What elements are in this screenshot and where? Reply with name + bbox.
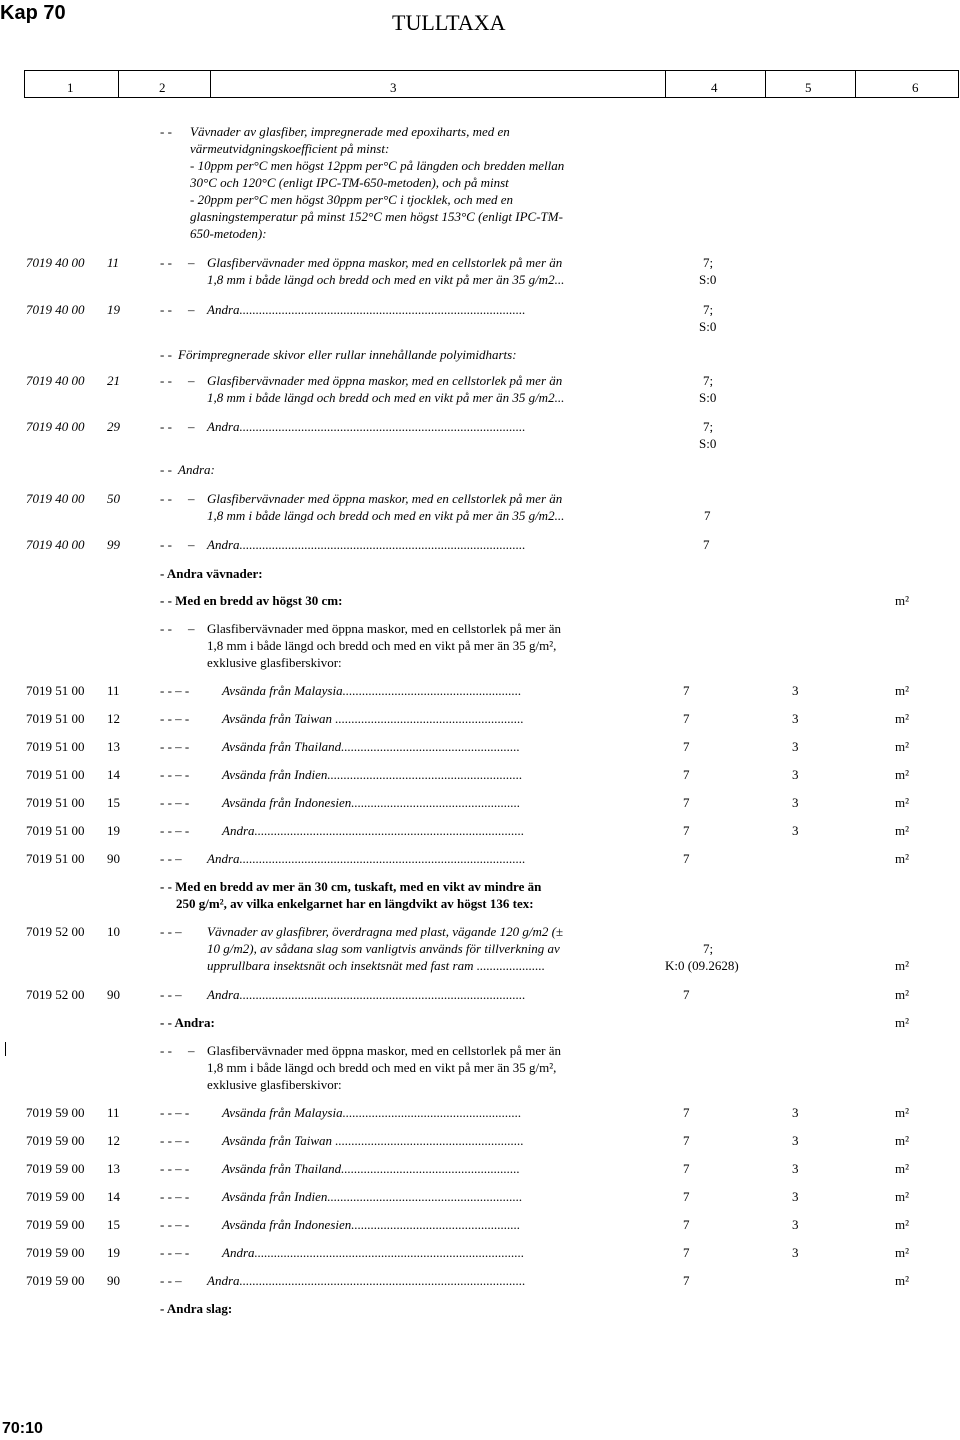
section-heading: - - Med en bredd av mer än 30 cm, tuskaft, med en vikt av mindre än: [160, 879, 542, 894]
tariff-subcode: 90: [107, 1273, 120, 1288]
section-heading: - Andra vävnader:: [160, 566, 263, 581]
unit: m²: [895, 795, 910, 810]
intro-line: - 10ppm per°C men högst 12ppm per°C på längden och bredden mellan: [190, 158, 565, 173]
tariff-subcode: 19: [107, 302, 120, 317]
description-line: Avsända från Indien............................................................: [222, 767, 523, 782]
duty-rate: 7: [683, 1161, 690, 1176]
tariff-subcode: 13: [107, 739, 120, 754]
duty-rate: 7: [703, 537, 710, 552]
unit: m²: [895, 593, 910, 608]
description-line: Avsända från Thailand.......................................................: [222, 1161, 520, 1176]
description-line: Andra...................................................................................: [222, 1245, 525, 1260]
level-dashes: - - – -: [160, 711, 190, 726]
section-heading: - - Andra:: [160, 1015, 215, 1030]
duty-rate-note: 7: [704, 508, 711, 523]
tariff-subcode: 14: [107, 767, 120, 782]
level-dash-long: –: [188, 491, 195, 506]
tariff-subcode: 13: [107, 1161, 120, 1176]
intro-line: Vävnader av glasfiber, impregnerade med epoxiharts, med en: [190, 124, 510, 139]
description-line: Glasfibervävnader med öppna maskor, med en cellstorlek på mer än: [207, 373, 563, 388]
description-line: 1,8 mm i både längd och bredd och med en vikt på mer än 35 g/m2...: [207, 390, 565, 405]
page-title: TULLTAXA: [392, 10, 506, 35]
tariff-subcode: 12: [107, 711, 120, 726]
description-line: Andra:: [178, 462, 215, 477]
column-divider: [665, 71, 666, 97]
duty-rate: 7: [683, 795, 690, 810]
column-divider: [118, 71, 119, 97]
level-dashes: - -: [160, 462, 172, 477]
tariff-code: 7019 40 00: [26, 491, 85, 506]
column-divider: [210, 71, 211, 97]
additional-rate: 3: [792, 1189, 799, 1204]
level-dashes: - -: [160, 373, 172, 388]
level-dashes: - -: [160, 255, 172, 270]
level-dashes: - -: [160, 347, 172, 362]
level-dashes: - - –: [160, 851, 182, 866]
additional-rate: 3: [792, 823, 799, 838]
description-line: Förimpregnerade skivor eller rullar innehållande polyimidharts:: [178, 347, 517, 362]
duty-rate: 7: [683, 711, 690, 726]
duty-rate-note: S:0: [699, 319, 717, 334]
description-line: Glasfibervävnader med öppna maskor, med en cellstorlek på mer än: [207, 255, 563, 270]
level-dash-long: –: [188, 302, 195, 317]
additional-rate: 3: [792, 711, 799, 726]
additional-rate: 3: [792, 1105, 799, 1120]
duty-rate-note: S:0: [699, 272, 717, 287]
description-line: Andra........................................................................................: [207, 1273, 526, 1288]
column-header-2: 2: [159, 80, 166, 95]
description-line: Andra...................................................................................: [222, 823, 525, 838]
tariff-code: 7019 51 00: [26, 711, 85, 726]
duty-rate: 7;: [703, 302, 714, 317]
column-header-5: 5: [805, 80, 812, 95]
tariff-code: 7019 40 00: [26, 255, 85, 270]
tariff-code: 7019 59 00: [26, 1189, 85, 1204]
duty-rate: 7: [683, 739, 690, 754]
tariff-code: 7019 40 00: [26, 302, 85, 317]
description-line: exklusive glasfiberskivor:: [207, 1077, 342, 1092]
tariff-subcode: 29: [107, 419, 120, 434]
description-line: 1,8 mm i både längd och bredd och med en vikt på mer än 35 g/m2...: [207, 272, 565, 287]
description-line: Avsända från Thailand.......................................................: [222, 739, 520, 754]
duty-rate: 7;: [703, 419, 714, 434]
level-dashes: - -: [160, 621, 172, 636]
level-dashes: - - – -: [160, 1217, 190, 1232]
duty-rate: 7: [683, 1189, 690, 1204]
tariff-subcode: 50: [107, 491, 120, 506]
unit: m²: [895, 711, 910, 726]
tariff-subcode: 11: [107, 1105, 120, 1120]
description-line: 1,8 mm i både längd och bredd och med en vikt på mer än 35 g/m²,: [207, 1060, 557, 1075]
additional-rate: 3: [792, 683, 799, 698]
unit: m²: [895, 1161, 910, 1176]
intro-line: 650-metoden):: [190, 226, 267, 241]
additional-rate: 3: [792, 1133, 799, 1148]
description-line: Andra........................................................................................: [207, 537, 526, 552]
tariff-code: 7019 40 00: [26, 419, 85, 434]
description-line: 1,8 mm i både längd och bredd och med en vikt på mer än 35 g/m2...: [207, 508, 565, 523]
unit: m²: [895, 683, 910, 698]
description-line: Avsända från Indien............................................................: [222, 1189, 523, 1204]
description-line: Andra........................................................................................: [207, 987, 526, 1002]
description-line: Glasfibervävnader med öppna maskor, med en cellstorlek på mer än: [207, 491, 563, 506]
intro-line: värmeutvidgningskoefficient på minst:: [190, 141, 390, 156]
duty-rate: 7: [683, 683, 690, 698]
tariff-subcode: 19: [107, 1245, 120, 1260]
description-line: Avsända från Taiwan ..........................................................: [222, 711, 524, 726]
level-dashes: - - – -: [160, 1105, 190, 1120]
additional-rate: 3: [792, 795, 799, 810]
duty-rate: 7: [683, 851, 690, 866]
section-heading: 250 g/m², av vilka enkelgarnet har en längdvikt av högst 136 tex:: [176, 896, 534, 911]
tariff-subcode: 99: [107, 537, 120, 552]
unit: m²: [895, 767, 910, 782]
additional-rate: 3: [792, 767, 799, 782]
level-dashes: - - – -: [160, 767, 190, 782]
unit: m²: [895, 958, 910, 973]
tariff-code: 7019 59 00: [26, 1273, 85, 1288]
tariff-code: 7019 51 00: [26, 739, 85, 754]
level-dashes: - - –: [160, 987, 182, 1002]
additional-rate: 3: [792, 739, 799, 754]
level-dashes: - - – -: [160, 1161, 190, 1176]
level-dash-long: –: [188, 373, 195, 388]
level-dashes: - -: [160, 1043, 172, 1058]
unit: m²: [895, 1189, 910, 1204]
level-dash-long: –: [188, 1043, 195, 1058]
additional-rate: 3: [792, 1245, 799, 1260]
unit: m²: [895, 1217, 910, 1232]
duty-rate: 7: [683, 1133, 690, 1148]
tariff-code: 7019 51 00: [26, 795, 85, 810]
duty-rate: 7: [683, 1273, 690, 1288]
duty-rate: 7: [683, 1105, 690, 1120]
tariff-subcode: 15: [107, 1217, 120, 1232]
tariff-subcode: 90: [107, 851, 120, 866]
tariff-subcode: 21: [107, 373, 120, 388]
intro-line: 30°C och 120°C (enligt IPC-TM-650-metoden), och på minst: [190, 175, 509, 190]
section-heading: - Andra slag:: [160, 1301, 233, 1316]
level-dashes: - -: [160, 491, 172, 506]
column-divider: [855, 71, 856, 97]
column-divider: [765, 71, 766, 97]
unit: m²: [895, 1105, 910, 1120]
description-line: 1,8 mm i både längd och bredd och med en vikt på mer än 35 g/m²,: [207, 638, 557, 653]
tariff-subcode: 11: [107, 255, 120, 270]
tariff-code: 7019 52 00: [26, 924, 85, 939]
column-header-6: 6: [912, 80, 919, 95]
description-line: Andra........................................................................................: [207, 419, 526, 434]
page-number: 70:10: [2, 1420, 43, 1437]
tariff-code: 7019 52 00: [26, 987, 85, 1002]
description-line: Vävnader av glasfibrer, överdragna med plast, vägande 120 g/m2 (±: [207, 924, 564, 939]
duty-rate: 7: [683, 767, 690, 782]
duty-rate: 7;: [703, 941, 714, 956]
unit: m²: [895, 1273, 910, 1288]
level-dashes: - - –: [160, 1273, 182, 1288]
duty-rate-note: S:0: [699, 390, 717, 405]
level-dashes: - -: [160, 537, 172, 552]
description-line: 10 g/m2), av sådana slag som vanligtvis används för tillverkning av: [207, 941, 560, 956]
description-line: exklusive glasfiberskivor:: [207, 655, 342, 670]
description-line: Andra........................................................................................: [207, 302, 526, 317]
duty-rate: 7: [683, 1217, 690, 1232]
tariff-code: 7019 51 00: [26, 851, 85, 866]
intro-line: glasningstemperatur på minst 152°C men högst 153°C (enligt IPC-TM-: [190, 209, 563, 224]
tariff-code: 7019 51 00: [26, 823, 85, 838]
tariff-code: 7019 59 00: [26, 1161, 85, 1176]
level-dashes: - - – -: [160, 739, 190, 754]
description-line: Avsända från Malaysia.......................................................: [222, 1105, 522, 1120]
description-line: Avsända från Indonesien....................................................: [222, 1217, 521, 1232]
level-dashes: - - – -: [160, 795, 190, 810]
unit: m²: [895, 1133, 910, 1148]
tariff-subcode: 11: [107, 683, 120, 698]
chapter-label: Kap 70: [0, 2, 66, 24]
tariff-subcode: 10: [107, 924, 120, 939]
level-dash-long: –: [188, 621, 195, 636]
unit: m²: [895, 823, 910, 838]
section-heading: - - Med en bredd av högst 30 cm:: [160, 593, 343, 608]
tariff-code: 7019 59 00: [26, 1133, 85, 1148]
additional-rate: 3: [792, 1161, 799, 1176]
intro-dashes: - -: [160, 124, 172, 139]
additional-rate: 3: [792, 1217, 799, 1232]
unit: m²: [895, 1245, 910, 1260]
description-line: Avsända från Malaysia.......................................................: [222, 683, 522, 698]
duty-rate: 7: [683, 987, 690, 1002]
tariff-subcode: 90: [107, 987, 120, 1002]
tariff-code: 7019 51 00: [26, 683, 85, 698]
tariff-code: 7019 40 00: [26, 537, 85, 552]
tariff-subcode: 12: [107, 1133, 120, 1148]
level-dash-long: –: [188, 255, 195, 270]
tariff-code: 7019 59 00: [26, 1245, 85, 1260]
level-dash-long: –: [188, 419, 195, 434]
column-header-3: 3: [390, 80, 397, 95]
duty-rate: 7;: [703, 255, 714, 270]
description-line: Glasfibervävnader med öppna maskor, med en cellstorlek på mer än: [207, 621, 561, 636]
duty-rate: 7: [683, 823, 690, 838]
column-header-4: 4: [711, 80, 718, 95]
description-line: upprullbara insektsnät och insektsnät med fast ram .....................: [207, 958, 545, 973]
tariff-subcode: 15: [107, 795, 120, 810]
level-dashes: - - – -: [160, 1189, 190, 1204]
duty-rate-note: K:0 (09.2628): [665, 958, 739, 973]
unit: m²: [895, 851, 910, 866]
description-line: Andra........................................................................................: [207, 851, 526, 866]
change-bar: [5, 1042, 6, 1056]
tariff-subcode: 14: [107, 1189, 120, 1204]
level-dashes: - - – -: [160, 823, 190, 838]
level-dashes: - - – -: [160, 1133, 190, 1148]
intro-line: - 20ppm per°C men högst 30ppm per°C i tjocklek, och med en: [190, 192, 514, 207]
column-header-1: 1: [67, 80, 74, 95]
tariff-code: 7019 59 00: [26, 1105, 85, 1120]
level-dashes: - - – -: [160, 683, 190, 698]
unit: m²: [895, 1015, 910, 1030]
duty-rate: 7;: [703, 373, 714, 388]
level-dashes: - - – -: [160, 1245, 190, 1260]
duty-rate: 7: [683, 1245, 690, 1260]
tariff-code: 7019 51 00: [26, 767, 85, 782]
tariff-code: 7019 40 00: [26, 373, 85, 388]
duty-rate-note: S:0: [699, 436, 717, 451]
tariff-subcode: 19: [107, 823, 120, 838]
description-line: Glasfibervävnader med öppna maskor, med en cellstorlek på mer än: [207, 1043, 561, 1058]
level-dashes: - -: [160, 302, 172, 317]
level-dash-long: –: [188, 537, 195, 552]
tariff-code: 7019 59 00: [26, 1217, 85, 1232]
column-header-row: [24, 70, 959, 98]
level-dashes: - - –: [160, 924, 182, 939]
description-line: Avsända från Indonesien....................................................: [222, 795, 521, 810]
description-line: Avsända från Taiwan ..........................................................: [222, 1133, 524, 1148]
level-dashes: - -: [160, 419, 172, 434]
unit: m²: [895, 739, 910, 754]
unit: m²: [895, 987, 910, 1002]
